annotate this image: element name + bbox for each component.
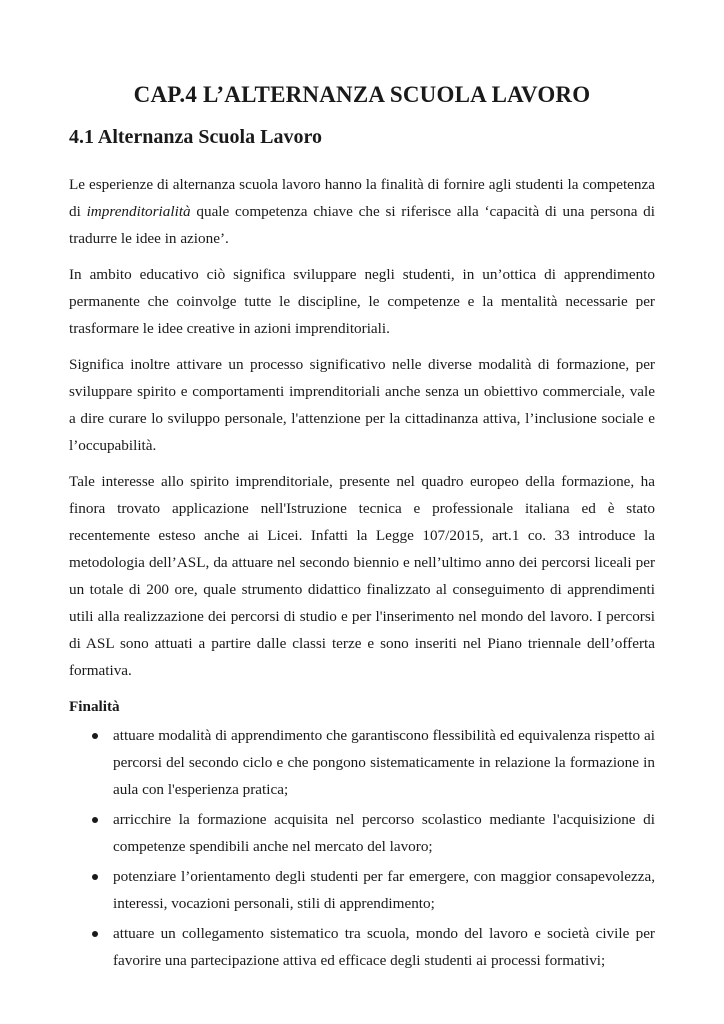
bullet-icon xyxy=(92,817,98,823)
list-item xyxy=(69,722,655,803)
list-item-text: potenziare l’orientamento degli studenti per far emergere, con maggior consapevolezza, interessi, vocazioni personali, stili di apprendimento; xyxy=(113,868,655,912)
section-title: 4.1 Alternanza Scuola Lavoro xyxy=(69,126,322,148)
finalita-list xyxy=(69,722,655,974)
chapter-title: CAP.4 L’ALTERNANZA SCUOLA LAVORO xyxy=(133,82,591,107)
list-item xyxy=(69,863,655,917)
paragraph-4: Tale interesse allo spirito imprenditoriale, presente nel quadro europeo della formazione, ha finora trovato applicazione nell'Istruzione tecnica e professionale italiana ed è stato recentemente esteso anche ai Licei. Infatti la Legge 107/2015, art.1 co. 33 introduce la metodologia dell’ASL, da attuare nel secondo biennio e nell’ultimo anno dei percorsi liceali per un totale di 200 ore, quale strumento didattico finalizzato al conseguimento di apprendimenti utili alla realizzazione dei percorsi di studio e per l'inserimento nel mondo del lavoro. I percorsi di ASL sono attuati a partire dalle classi terze e sono inseriti nel Piano triennale dell’offerta formativa. xyxy=(69,473,655,679)
document-page xyxy=(69,78,655,977)
paragraph-1-italic-term: imprenditorialità xyxy=(86,203,191,220)
list-item-text: attuare un collegamento sistematico tra scuola, mondo del lavoro e società civile per favorire una partecipazione attiva ed efficace degli studenti ai processi formativi; xyxy=(113,925,655,969)
list-item-text: arricchire la formazione acquisita nel percorso scolastico mediante l'acquisizione di competenze spendibili anche nel mercato del lavoro; xyxy=(113,811,655,855)
paragraph-1-text-end: quale competenza chiave che si riferisce alla ‘capacità di una persona di tradurre le idee in azione’. xyxy=(69,203,655,247)
list-item xyxy=(69,920,655,974)
paragraph-1-text-start: Le esperienze di alternanza scuola lavoro hanno la finalità di fornire agli studenti la competenza di xyxy=(69,176,655,220)
bullet-icon xyxy=(92,733,98,739)
list-item xyxy=(69,806,655,860)
finalita-heading: Finalità xyxy=(69,698,120,715)
paragraph-2: In ambito educativo ciò significa sviluppare negli studenti, in un’ottica di apprendimento permanente che coinvolge tutte le discipline, le competenze e la mentalità necessarie per trasformare le idee creative in azioni imprenditoriali. xyxy=(69,266,655,337)
bullet-icon xyxy=(92,931,98,937)
paragraph-3: Significa inoltre attivare un processo significativo nelle diverse modalità di formazione, per sviluppare spirito e comportamenti imprenditoriali anche senza un obiettivo commerciale, vale a dire curare lo sviluppo personale, l'attenzione per la cittadinanza attiva, l’inclusione sociale e l’occupabilità. xyxy=(69,356,655,454)
paragraph-1 xyxy=(69,171,655,252)
list-item-text: attuare modalità di apprendimento che garantiscono flessibilità ed equivalenza rispetto ai percorsi del secondo ciclo e che pongono sistematicamente in relazione la formazione in aula con l'esperienza pratica; xyxy=(113,727,655,798)
bullet-icon xyxy=(92,874,98,880)
